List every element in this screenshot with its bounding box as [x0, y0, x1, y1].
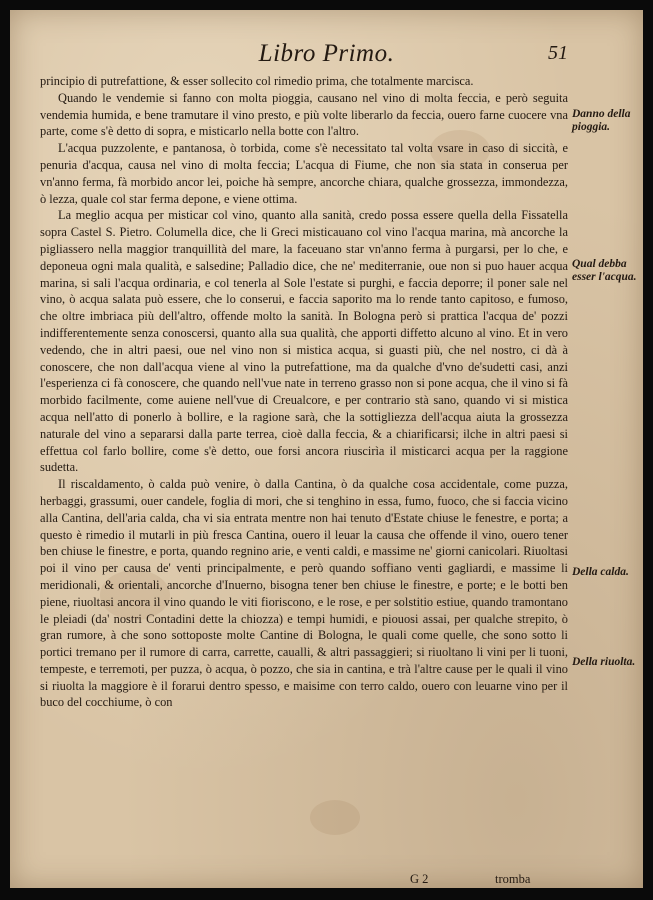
paragraph: La meglio acqua per misticar col vino, quanto alla sanità, credo possa essere quella della Fissatella sopra Castel S. Pietro. Columella dice, che li Greci misticauano col vino l'acqua marina, mà ancorche la pigliassero nella maggior tranquillità del mare, la faceuano star vn'anno ferma à purgarsi, per lo che, e deponeua ogni mala qualità, e salsedine; Palladio dice, che ne' mediterranie, oue non si puo hauer acqua marina, si sali l'acqua ordinaria, e col tenerla al Sole l'estate si purghi, e faccia deporre; il poner sale nel vino, ò acqua salata può essere, che lo conserui, e faccia saporito ma lo rende tanto capitoso, e fumoso, che oltre imbriaca più dell'altro, offende molto la sanità. In Bologna però si prattica l'acqua de' pozzi indifferentemente senza conoscersi, quanto alla sua qualità, che apporti diffetto alcuno al vino. Et in vero vedendo, che in altri paesi, oue nel vino non si mistica acqua, si guasti più, che nel nostro, ci dà à conoscere, che non dall'acqua viene al vino la putrefattione, ma da qualche d'vno de'sudetti casi, anzi l'esperienza ci fà conoscere, che quando nell'vue nate in terreno grasso non si pone acqua, che il vino si fà morbido facilmente, come auiene nell'vue di Creualcore, e per contrario stà sano, quando vi si mistica acqua nell'atto di ponerlo à bollire, e la ragione sarà, che la sottigliezza dell'acqua aiuta la grossezza naturale del vino a separarsi dalla parte terrea, cioè dalla feccia, & a chiarificarsi; ilche in altri paesi si effettua col farlo bollire, come s'è detto, oue forsi ancora riuscirìa il misticarci acqua per la raggione sudetta.	[40, 208, 568, 475]
body-text	[40, 73, 568, 711]
book-page	[10, 10, 643, 888]
paragraph: L'acqua puzzolente, e pantanosa, ò torbida, come s'è necessitato tal volta vsare in caso di siccità, e penuria d'acqua, causa nel vino di molta feccia; L'acqua di Fiume, che non sia stata in conserua per vn'anno ferma, fà morbido ancor lei, poiche hà sempre, ancorche chiara, qualche grossezza, immondezza, ò lezza, quale col star ferma depone, e viene ottima.	[40, 141, 568, 206]
foxing-stain	[310, 800, 360, 835]
margin-note-riuolta: Della riuolta.	[572, 656, 636, 668]
margin-note-calda: Della calda.	[572, 566, 629, 578]
folio-number: 51	[548, 42, 568, 64]
page-header	[10, 40, 643, 72]
paragraph: Il riscaldamento, ò calda può venire, ò dalla Cantina, ò da qualche cosa accidentale, come puzza, herbaggi, grassumi, ouer candele, foglia di mori, che si tenghino in essa, fumo, fuoco, che si faccia vicino alla Cantina, dell'aria calda, cha vi sia entrata mentre non hai tenuto d'Estate chiuse le fenestre, e porta; a questo è rimedio il mutarli in più fresca Cantina, ouero il leuar la causa che offende il vino, ouero tener ben chiuse le finestre, e porta, quando regnino arie, e venti caldi, e massime ne' giorni canicolari. Riuoltasi poi il vino per causa de' venti principalmente, e però quando soffiano venti gagliardi, e massime li meridionali, & orientali, ancorche d'Inuerno, bisogna tener ben chiuse le finestre, e porte; e le botti ben piene, riuoltasi ancora il vino quando le viti fioriscono, e le rose, e per solstitio estiue, quando tramontano le pleiadi (da' nostri Contadini dette la chiozza) e tempi humidi, e piouosi assai, per qualche strepito, ò gran rumore, à che sono sottoposte molte Cantine di Bologna, le quali come quelle, che sono sotto li portici tremano per il rumore di carra, carrette, caualli, & altri passaggieri; si riuoltano li vini per li tuoni, tempeste, e terremoti, per puzza, ò acqua, ò pozzo, che sia in cantina, e trà l'altre cause per le quali il vino si riuolta la maggiore è il forarui dentro spesso, e maisime con terro caldo, ouero con leuarne vino per il buco del cocchiume, ò con	[40, 477, 568, 710]
paragraph: principio di putrefattione, & esser sollecito col rimedio prima, che totalmente marcisca.	[40, 74, 474, 88]
margin-note-pioggia: Danno della pioggia.	[572, 108, 631, 133]
running-title: Libro Primo.	[258, 40, 395, 67]
catchword: tromba	[495, 872, 531, 886]
paragraph: Quando le vendemie si fanno con molta pioggia, causano nel vino di molta feccia, e però seguita vendemia humida, e bene tramutare il vino presto, e più volte liberarlo da feccia, ouero farne cuocere vna parte, come s'è detto di sopra, e misticarlo nella botte con l'altro.	[40, 90, 568, 139]
margin-note-acqua: Qual debba esser l'acqua.	[572, 258, 637, 283]
signature-mark: G 2	[410, 872, 429, 886]
